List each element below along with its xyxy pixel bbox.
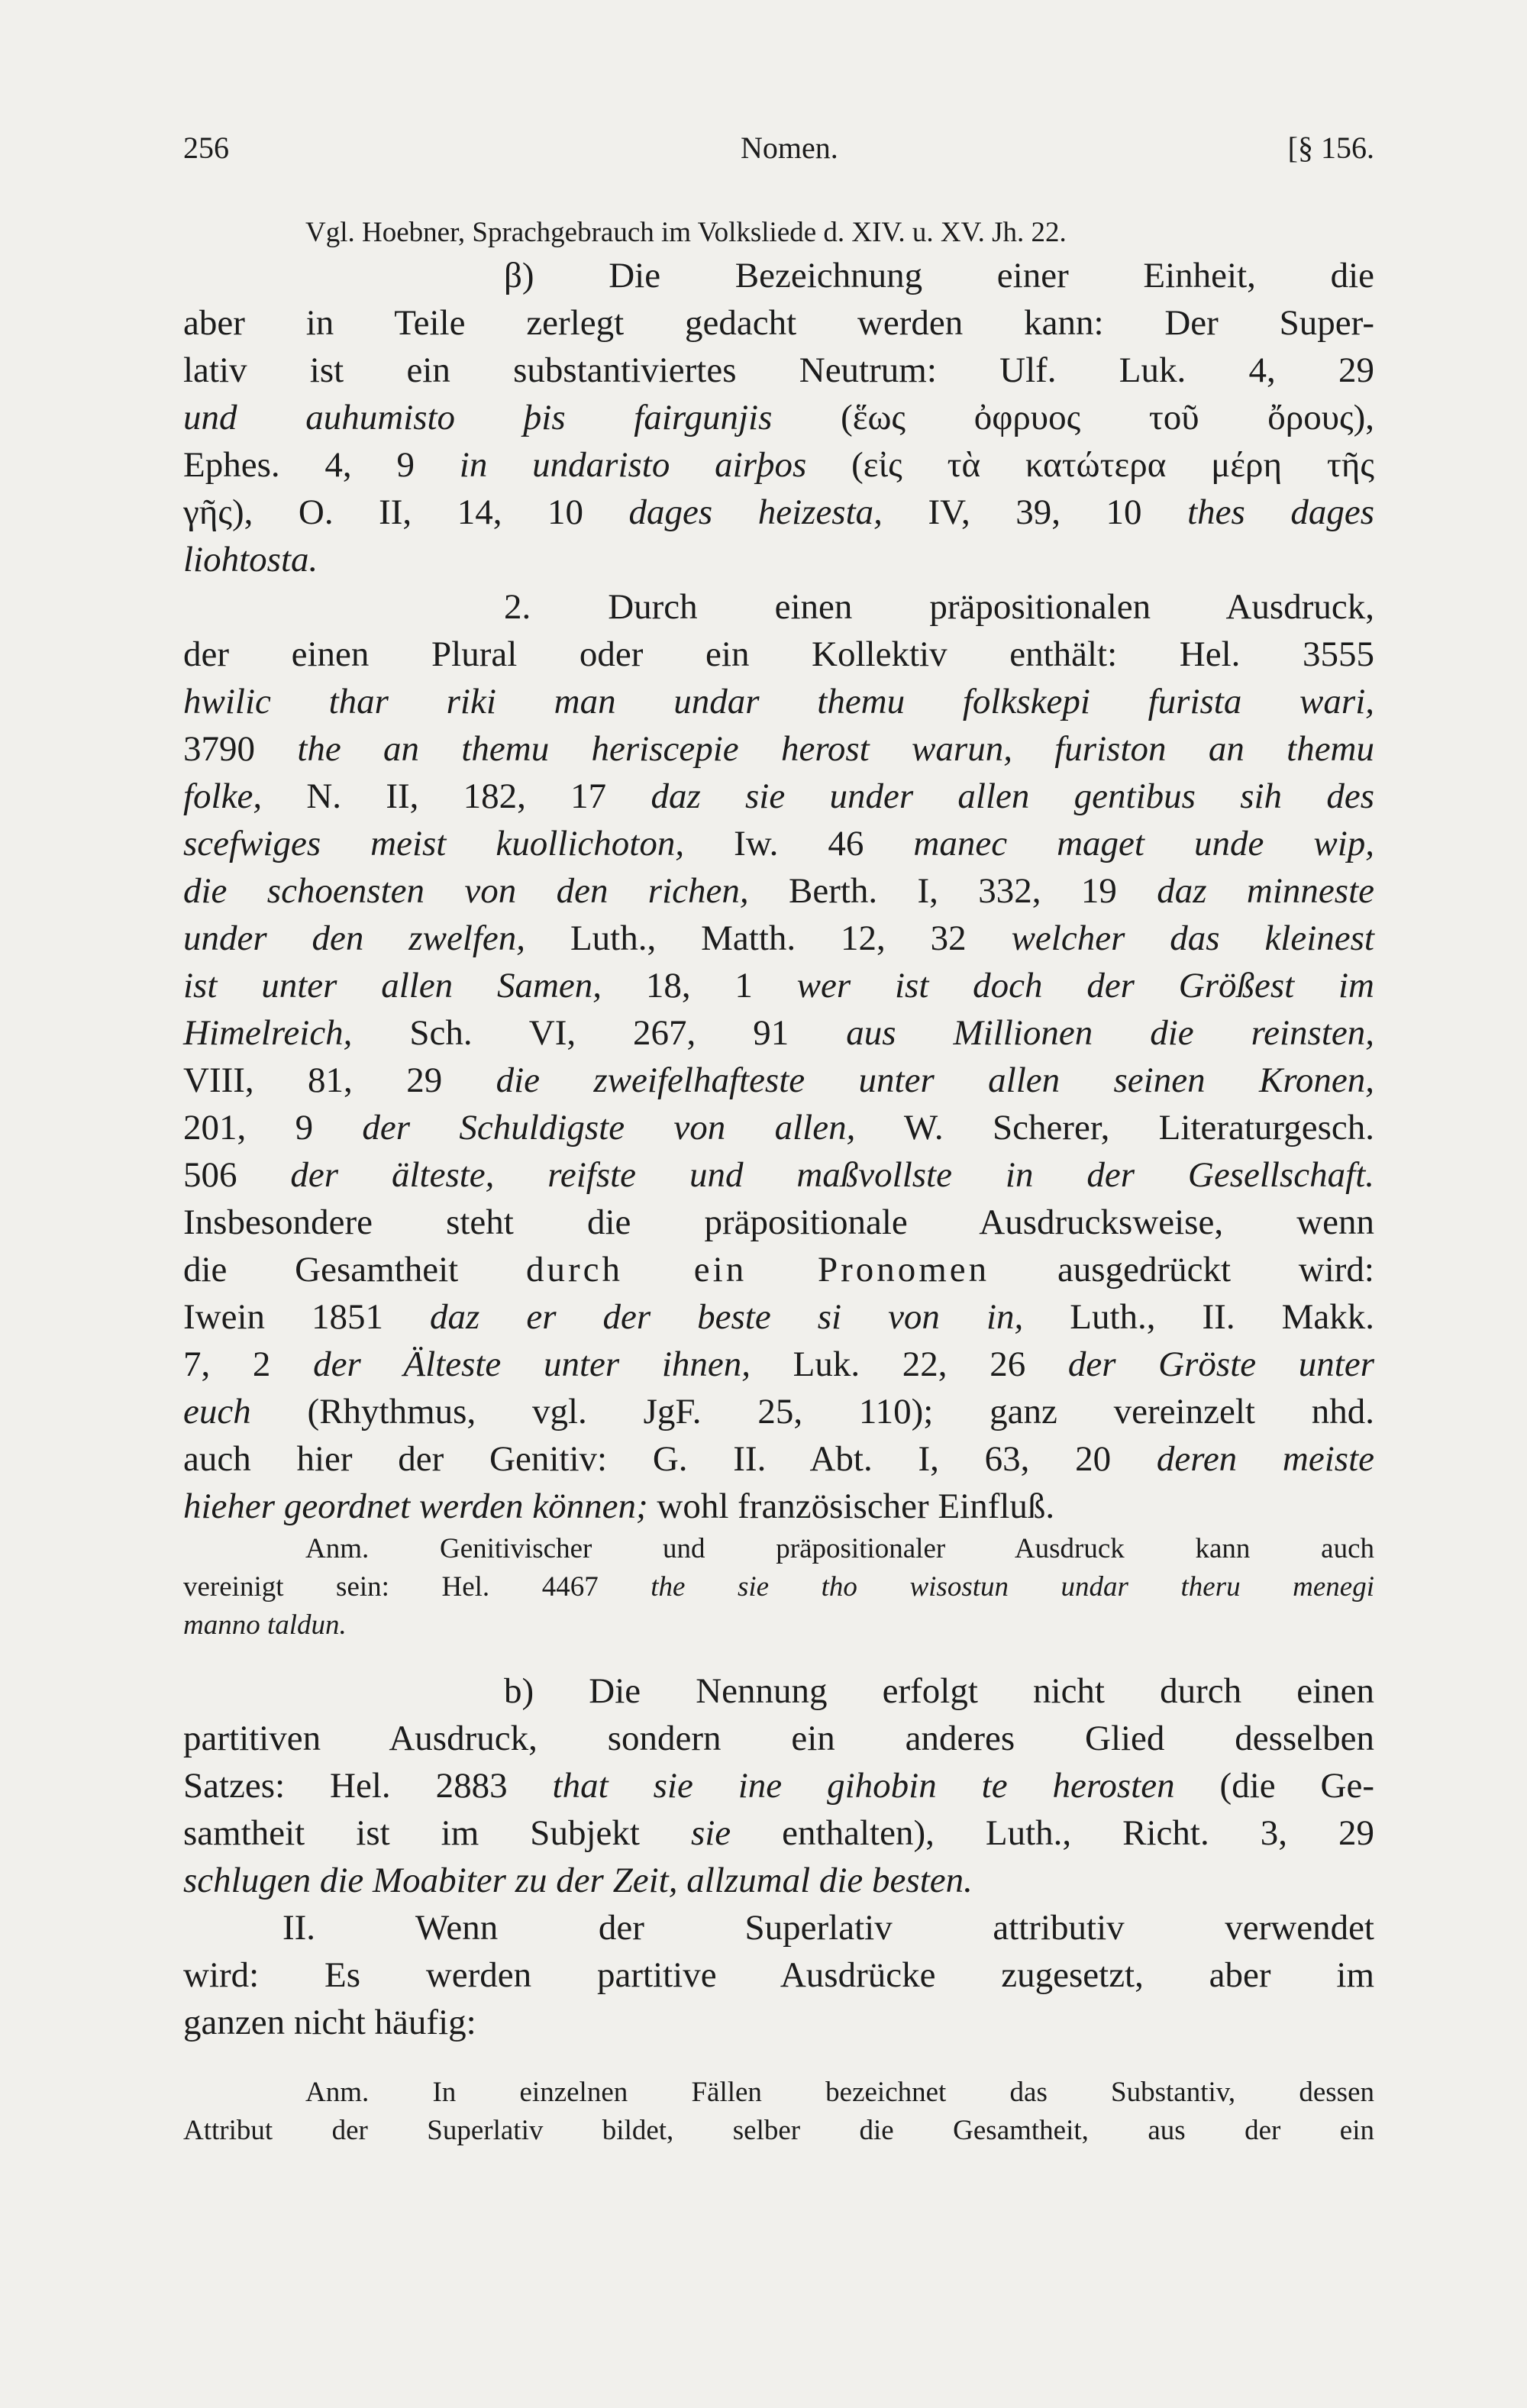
- text-line: [183, 299, 1374, 347]
- italic-citation: sie: [690, 1813, 731, 1853]
- text-segment: (die Ge-: [1174, 1766, 1374, 1806]
- italic-citation: hwilic thar riki man undar themu folkskepi furista wari,: [183, 682, 1374, 721]
- text-segment: 18, 1: [602, 966, 797, 1005]
- text-segment: wohl französischer Einfluß.: [647, 1486, 1055, 1526]
- text-segment: partitiven Ausdruck, sondern ein anderes Glied desselben: [183, 1719, 1374, 1758]
- text-segment: durch ein Pronomen: [526, 1250, 990, 1290]
- italic-citation: der Älteste unter ihnen,: [313, 1344, 751, 1384]
- text-segment: IV, 39, 10: [882, 492, 1188, 532]
- text-segment: enthalten), Luth., Richt. 3, 29: [731, 1813, 1374, 1853]
- italic-citation: scefwiges meist kuollichoton,: [183, 824, 685, 863]
- text-segment: Satzes: Hel. 2883: [183, 1766, 553, 1806]
- text-segment: Luth., Matth. 12, 32: [525, 918, 1012, 958]
- text-segment: W. Scherer, Literaturgesch.: [855, 1108, 1374, 1148]
- text-segment: 2. Durch einen präpositionalen Ausdruck,: [504, 587, 1374, 627]
- text-segment: (Rhythmus, vgl. JgF. 25, 110); ganz vereinzelt nhd.: [250, 1392, 1374, 1432]
- italic-citation: aus Millionen die reinsten,: [846, 1013, 1374, 1053]
- text-segment: ausgedrückt wird:: [989, 1250, 1374, 1290]
- text-segment: auch hier der Genitiv: G. II. Abt. I, 63, 20: [183, 1439, 1157, 1479]
- text-line: [183, 394, 1374, 441]
- italic-citation: folke,: [183, 776, 263, 816]
- text-segment: aber in Teile zerlegt gedacht werden kann: Der Super-: [183, 303, 1374, 343]
- text-line: [183, 441, 1374, 489]
- text-line: [183, 867, 1374, 915]
- text-segment: die Gesamtheit: [183, 1250, 526, 1290]
- text-segment: (εἰς τὰ κατώτερα μέρη τῆς: [806, 445, 1374, 485]
- text-line: [183, 820, 1374, 867]
- text-segment: b) Die Nennung erfolgt nicht durch einen: [504, 1671, 1374, 1711]
- text-line: [183, 1104, 1374, 1151]
- text-segment: Insbesondere steht die präpositionale Ausdrucksweise, wenn: [183, 1202, 1374, 1242]
- text-line: [183, 1057, 1374, 1104]
- text-line: [183, 1341, 1374, 1388]
- running-header: [183, 130, 1374, 176]
- text-segment: Attribut der Superlativ bildet, selber die Gesamtheit, aus der ein: [183, 2115, 1374, 2146]
- text-segment: samtheit ist im Subjekt: [183, 1813, 691, 1853]
- spacer: [183, 2046, 1374, 2074]
- text-segment: Luk. 22, 26: [751, 1344, 1068, 1384]
- text-line: [183, 536, 1374, 583]
- text-line: [183, 1483, 1374, 1530]
- italic-citation: manec maget unde wip,: [913, 824, 1375, 863]
- text-segment: β) Die Bezeichnung einer Einheit, die: [504, 256, 1374, 295]
- note-line: [183, 1530, 1374, 1568]
- text-segment: (ἕως ὀφρυος τοῦ ὄρους),: [772, 398, 1374, 437]
- italic-citation: that sie ine gihobin te herosten: [552, 1766, 1175, 1806]
- text-line: [183, 1388, 1374, 1435]
- text-line: [183, 489, 1374, 536]
- italic-citation: under den zwelfen,: [183, 918, 526, 958]
- text-line: [183, 1715, 1374, 1762]
- italic-citation: wer ist doch der Größest im: [796, 966, 1374, 1005]
- italic-citation: manno taldun.: [183, 1609, 347, 1641]
- page-number: 256: [183, 131, 229, 165]
- text-segment: Iwein 1851: [183, 1297, 431, 1337]
- italic-citation: liohtosta.: [183, 540, 318, 579]
- text-segment: Berth. I, 332, 19: [748, 871, 1157, 911]
- note-line: [183, 1606, 1374, 1645]
- text-line: [183, 1151, 1374, 1199]
- text-segment: 3790: [183, 729, 298, 769]
- section-marker: [§ 156.: [1287, 131, 1374, 165]
- text-line: [183, 1435, 1374, 1483]
- italic-citation: schlugen die Moabiter zu der Zeit, allzumal die besten.: [183, 1861, 973, 1900]
- italic-citation: und auhumisto þis fairgunjis: [183, 398, 773, 437]
- italic-citation: the an themu heriscepie herost warun, furiston an themu: [297, 729, 1374, 769]
- text-segment: ganzen nicht häufig:: [183, 2003, 476, 2042]
- text-line: [183, 1246, 1374, 1293]
- text-line: [183, 1951, 1374, 1999]
- note-line: [183, 2112, 1374, 2150]
- italic-citation: in undaristo airþos: [459, 445, 807, 485]
- italic-citation: daz sie under allen gentibus sih des: [651, 776, 1374, 816]
- text-segment: wird: Es werden partitive Ausdrücke zugesetzt, aber im: [183, 1955, 1374, 1995]
- text-segment: vereinigt sein: Hel. 4467: [183, 1571, 651, 1603]
- text-segment: γῆς), O. II, 14, 10: [183, 492, 629, 532]
- italic-citation: der älteste, reifste und maßvollste in der Gesellschaft.: [290, 1155, 1374, 1195]
- text-segment: VIII, 81, 29: [183, 1060, 496, 1100]
- text-segment: Luth., II. Makk.: [1023, 1297, 1374, 1337]
- italic-citation: ist unter allen Samen,: [183, 966, 602, 1005]
- text-line: [183, 631, 1374, 678]
- text-segment: der einen Plural oder ein Kollektiv enthält: Hel. 3555: [183, 634, 1374, 674]
- text-line: [183, 678, 1374, 725]
- text-segment: 506: [183, 1155, 291, 1195]
- text-line: [183, 1199, 1374, 1246]
- body-text: [183, 214, 1374, 2150]
- running-title: Nomen.: [741, 131, 838, 165]
- text-line: [183, 252, 1374, 299]
- text-line: [183, 1809, 1374, 1857]
- italic-citation: dages heizesta,: [628, 492, 883, 532]
- italic-citation: daz er der beste si von in,: [430, 1297, 1024, 1337]
- italic-citation: thes dages: [1187, 492, 1374, 532]
- note-line: [183, 2074, 1374, 2112]
- text-segment: Iw. 46: [684, 824, 914, 863]
- text-segment: lativ ist ein substantiviertes Neutrum: Ulf. Luk. 4, 29: [183, 350, 1374, 390]
- italic-citation: der Schuldigste von allen,: [362, 1108, 856, 1148]
- italic-citation: deren meiste: [1156, 1439, 1374, 1479]
- text-line: [183, 1667, 1374, 1715]
- italic-citation: Himelreich,: [183, 1013, 353, 1053]
- text-segment: N. II, 182, 17: [262, 776, 651, 816]
- text-line: [183, 1293, 1374, 1341]
- text-line: [183, 1762, 1374, 1809]
- italic-citation: daz minneste: [1157, 871, 1374, 911]
- italic-citation: euch: [183, 1392, 251, 1432]
- text-line: [183, 725, 1374, 773]
- text-line: [183, 962, 1374, 1009]
- text-segment: 201, 9: [183, 1108, 363, 1148]
- italic-citation: die zweifelhafteste unter allen seinen Kronen,: [496, 1060, 1374, 1100]
- text-line: [183, 1857, 1374, 1904]
- text-line: [183, 1999, 1374, 2046]
- text-line: [183, 1904, 1374, 1951]
- italic-citation: die schoensten von den richen,: [183, 871, 749, 911]
- text-segment: 7, 2: [183, 1344, 314, 1384]
- italic-citation: der Gröste unter: [1067, 1344, 1374, 1384]
- text-segment: Ephes. 4, 9: [183, 445, 460, 485]
- text-segment: Anm. In einzelnen Fällen bezeichnet das Substantiv, dessen: [305, 2077, 1374, 2108]
- note-line: [183, 1568, 1374, 1606]
- text-line: [183, 1009, 1374, 1057]
- italic-citation: hieher geordnet werden können;: [183, 1486, 648, 1526]
- italic-citation: the sie tho wisostun undar theru menegi: [651, 1571, 1374, 1603]
- text-segment: II. Wenn der Superlativ attributiv verwendet: [282, 1908, 1374, 1948]
- text-segment: Sch. VI, 267, 91: [352, 1013, 847, 1053]
- spacer: [183, 1645, 1374, 1667]
- text-line: [183, 347, 1374, 394]
- text-segment: Vgl. Hoebner, Sprachgebrauch im Volksliede d. XIV. u. XV. Jh. 22.: [305, 217, 1067, 248]
- italic-citation: welcher das kleinest: [1011, 918, 1374, 958]
- text-line: [183, 773, 1374, 820]
- text-segment: Anm. Genitivischer und präpositionaler Ausdruck kann auch: [305, 1533, 1374, 1564]
- text-line: [183, 583, 1374, 631]
- text-line: [183, 915, 1374, 962]
- reference-line: [183, 214, 1374, 252]
